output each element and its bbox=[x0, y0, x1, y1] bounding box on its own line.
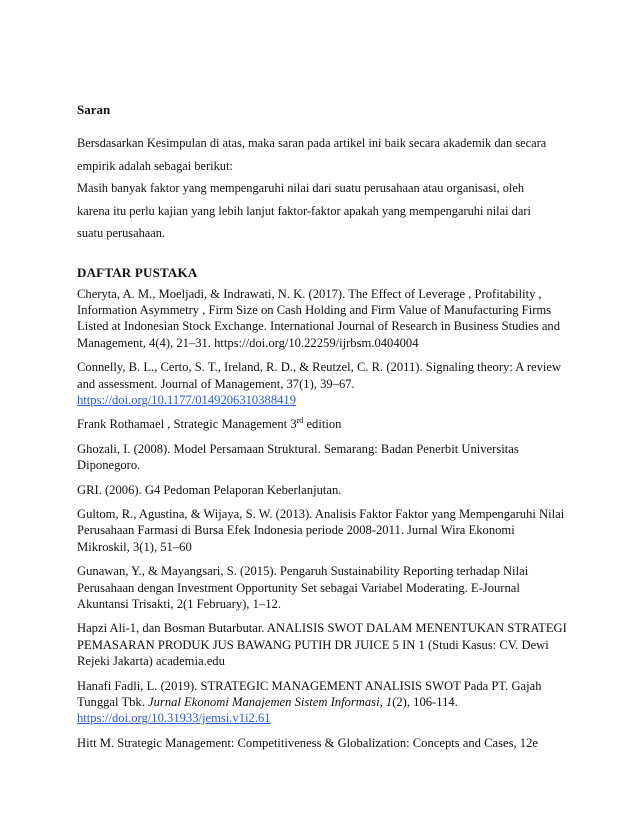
saran-line: empirik adalah sebagai berikut: bbox=[77, 158, 233, 173]
reference-journal-title: Jurnal Ekonomi Manajemen Sistem Informasi bbox=[148, 695, 380, 710]
reference-doi-link[interactable]: https://doi.org/10.31933/jemsi.v1i2.61 bbox=[77, 711, 271, 726]
reference-text: , bbox=[379, 695, 386, 710]
page-content bbox=[77, 102, 567, 759]
reference-text: Connelly, B. L., Certo, S. T., Ireland, R. D., & Reutzel, C. R. (2011). Signaling theory: A review and assessment. Journal of Management, 37(1), 39–67. bbox=[77, 360, 562, 391]
reference-entry bbox=[77, 678, 567, 727]
reference-entry: Ghozali, I. (2008). Model Persamaan Struktural. Semarang: Badan Penerbit Universitas Diponegoro. bbox=[77, 441, 519, 473]
saran-line: suatu perusahaan. bbox=[77, 226, 166, 240]
reference-text: Frank Rothamael , Strategic Management 3 bbox=[77, 417, 297, 432]
reference-text: edition bbox=[303, 417, 342, 432]
reference-entry bbox=[77, 359, 567, 408]
saran-line: Bersdasarkan Kesimpulan di atas, maka saran pada artikel ini baik secara akademik dan secara bbox=[77, 136, 547, 150]
section-heading-daftar-pustaka: DAFTAR PUSTAKA bbox=[77, 264, 198, 280]
reference-entry bbox=[77, 416, 567, 432]
reference-doi-link[interactable]: https://doi.org/10.1177/0149206310388419 bbox=[77, 392, 297, 407]
reference-entry: Cheryta, A. M., Moeljadi, & Indrawati, N. K. (2017). The Effect of Leverage , Profitability , Information Asymmetry , Firm Size on Cash Holding and Firm Value of Manufacturing Firms Listed at Indonesian Stock Exchange. International Journal of Research in Business Studies and Management, 4(4), 21–31. https://doi.org/10.22259/ijrbsm.0404004 bbox=[77, 286, 560, 350]
reference-entry: Gultom, R., Agustina, & Wijaya, S. W. (2013). Analisis Faktor Faktor yang Mempengaruhi Nilai Perusahaan Farmasi di Bursa Efek Indonesia periode 2008-2011. Jurnal Wira Ekonomi Mikroskil, 3(1), 51–60 bbox=[77, 506, 565, 554]
saran-line: karena itu perlu kajian yang lebih lanjut faktor-faktor apakah yang mempengaruhi nilai dari bbox=[77, 203, 531, 218]
reference-volume: 1 bbox=[385, 695, 393, 710]
saran-body bbox=[77, 132, 567, 245]
reference-entry: Hapzi Ali-1, dan Bosman Butarbutar. ANALISIS SWOT DALAM MENENTUKAN STRATEGI PEMASARAN PRODUK JUS BAWANG PUTIH DR JUICE 5 IN 1 (Studi Kasus: CV. Dewi Rejeki Jakarta) academia.edu bbox=[77, 621, 567, 669]
reference-entry: Hitt M. Strategic Management: Competitiveness & Globalization: Concepts and Cases, 12e bbox=[77, 735, 538, 750]
reference-entry: Gunawan, Y., & Mayangsari, S. (2015). Pengaruh Sustainability Reporting terhadap Nilai Perusahaan dengan Investment Opportunity Set sebagai Variabel Moderating. E-Journal Akuntansi Trisakti, 2(1 February), 1–12. bbox=[77, 564, 529, 611]
reference-entry: GRI. (2006). G4 Pedoman Pelaporan Keberlanjutan. bbox=[77, 482, 342, 497]
reference-text: Hanafi Fadli, L. (2019). STRATEGIC MANAGEMENT ANALISIS SWOT Pada PT. Gajah Tunggal Tbk. bbox=[77, 678, 542, 710]
saran-line: Masih banyak faktor yang mempengaruhi nilai dari suatu perusahaan atau organisasi, oleh bbox=[77, 181, 525, 195]
section-heading-saran: Saran bbox=[77, 102, 111, 117]
reference-text: (2), 106-114. bbox=[392, 695, 458, 710]
reference-superscript: rd bbox=[296, 416, 304, 426]
